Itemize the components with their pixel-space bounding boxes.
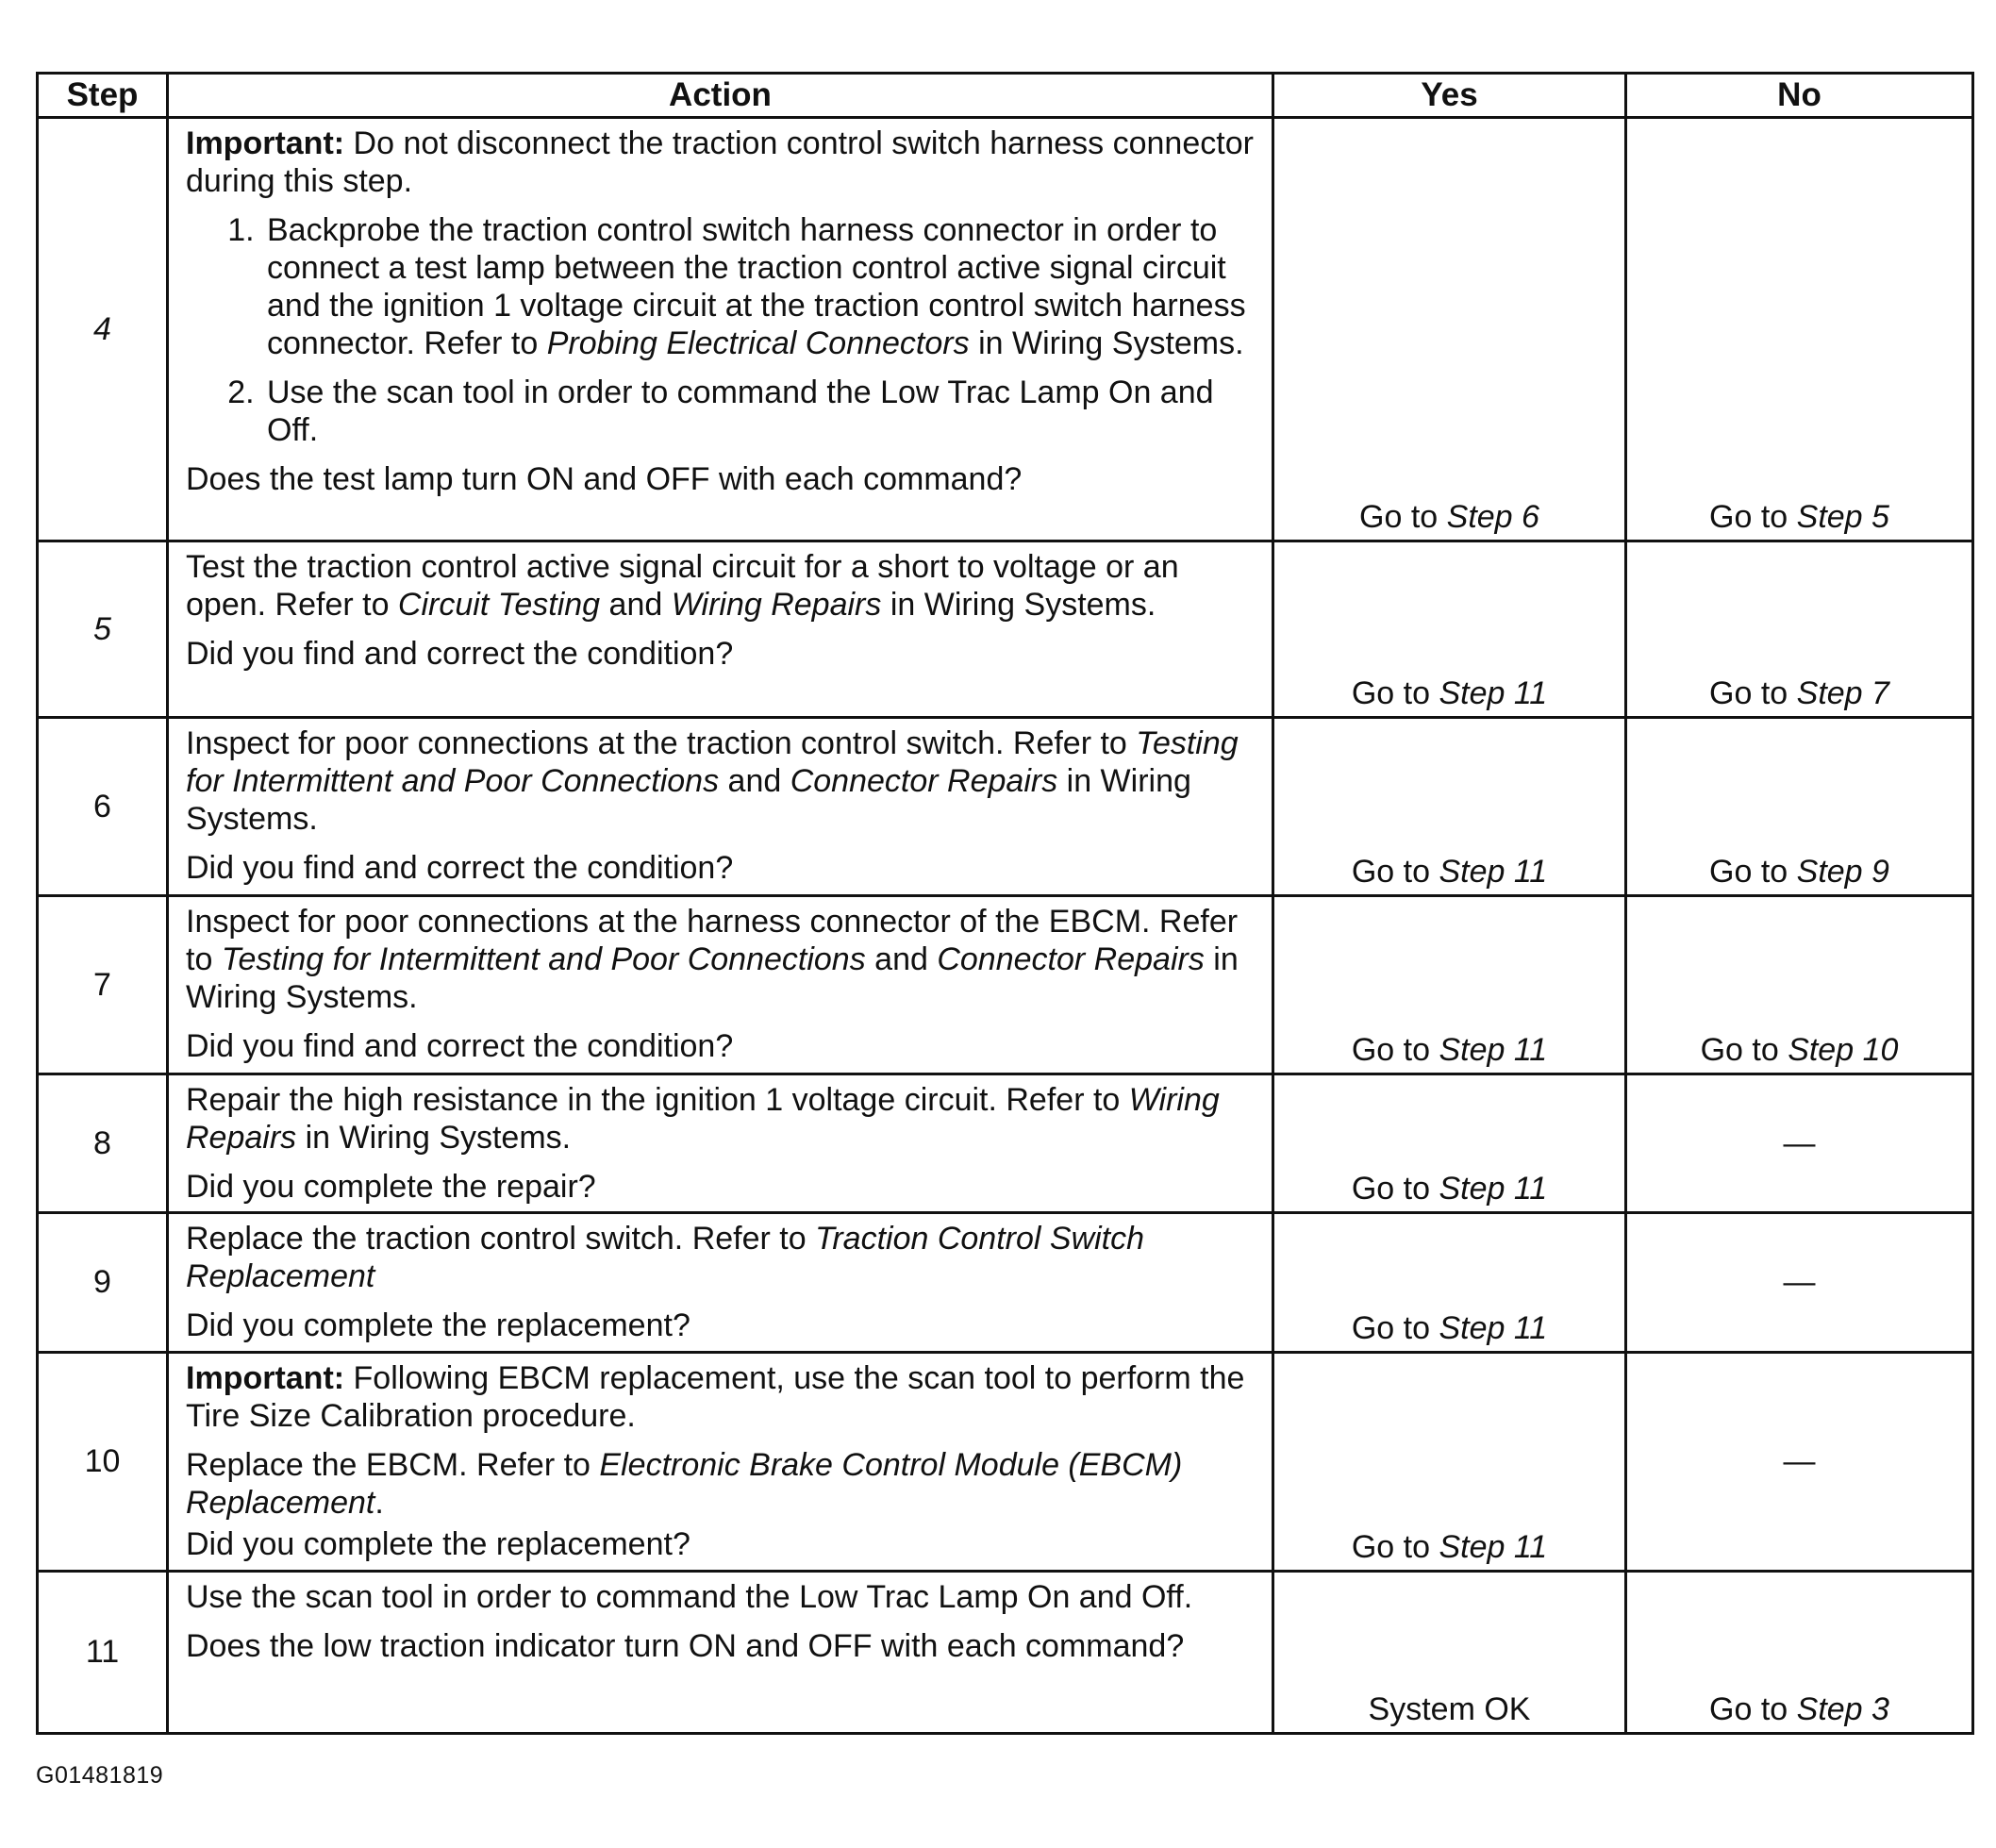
reference-link[interactable]: Wiring Repairs xyxy=(671,587,882,623)
text-span: in Wiring Systems. xyxy=(186,763,1191,837)
question-text: Did you complete the repair? xyxy=(186,1169,596,1205)
question-text: Does the low traction indicator turn ON and OFF with each command? xyxy=(186,1628,1185,1664)
step-number: 5 xyxy=(38,541,168,718)
header-no: No xyxy=(1626,74,1973,118)
instruction-text xyxy=(186,1446,1258,1522)
step-link[interactable]: Step 10 xyxy=(1788,1032,1899,1068)
step-link[interactable]: Step 11 xyxy=(1439,1310,1548,1346)
table-row xyxy=(38,1213,1973,1353)
table-header-row xyxy=(38,74,1973,118)
item-text: Backprobe the traction control switch harness connector in order to connect a test lamp between the traction control active signal circuit and the ignition 1 voltage circuit at the traction control switch harness connector. Refer to xyxy=(267,212,1246,361)
table-row xyxy=(38,118,1973,541)
header-yes: Yes xyxy=(1273,74,1626,118)
instruction-text xyxy=(186,903,1258,1016)
go-to-text: Go to xyxy=(1709,854,1797,890)
header-step: Step xyxy=(38,74,168,118)
no-cell: — xyxy=(1626,1353,1973,1572)
important-note xyxy=(186,1359,1258,1435)
no-cell: — xyxy=(1626,1213,1973,1353)
text-span: and xyxy=(719,763,790,799)
reference-link[interactable]: Testing for Intermittent and Poor Connections xyxy=(186,725,1239,799)
reference-link[interactable]: Testing for Intermittent and Poor Connections xyxy=(221,941,866,977)
step-number: 8 xyxy=(38,1074,168,1213)
step-number: 7 xyxy=(38,896,168,1074)
text-span: in Wiring Systems. xyxy=(296,1120,572,1156)
diagnostic-table xyxy=(36,72,1974,1735)
action-cell xyxy=(168,1353,1273,1572)
list-item xyxy=(263,374,1258,449)
go-to-text: Go to xyxy=(1351,1032,1439,1068)
important-text: Following EBCM replacement, use the scan tool to perform the Tire Size Calibration procedure. xyxy=(186,1360,1245,1434)
go-to-text: Go to xyxy=(1700,1032,1788,1068)
go-to-text: Go to xyxy=(1709,499,1797,535)
no-cell xyxy=(1626,541,1973,718)
important-label: Important: xyxy=(186,125,345,161)
action-cell xyxy=(168,541,1273,718)
action-cell xyxy=(168,1074,1273,1213)
text-span: Inspect for poor connections at the harness connector of the EBCM. Refer to xyxy=(186,904,1239,977)
step-link[interactable]: Step 9 xyxy=(1796,854,1889,890)
step-link[interactable]: Step 11 xyxy=(1439,854,1548,890)
reference-link[interactable]: Wiring Repairs xyxy=(186,1082,1220,1156)
question-text: Did you complete the replacement? xyxy=(186,1526,690,1562)
yes-cell xyxy=(1273,1353,1626,1572)
yes-cell xyxy=(1273,896,1626,1074)
go-to-text: Go to xyxy=(1351,1171,1439,1207)
no-cell xyxy=(1626,118,1973,541)
reference-link[interactable]: Connector Repairs xyxy=(937,941,1205,977)
item-text: Use the scan tool in order to command the Low Trac Lamp On and Off. xyxy=(267,375,1214,448)
step-number: 4 xyxy=(38,118,168,541)
action-cell xyxy=(168,1572,1273,1734)
no-cell xyxy=(1626,718,1973,896)
important-label: Important: xyxy=(186,1360,345,1396)
question-text: Did you find and correct the condition? xyxy=(186,1028,734,1064)
no-cell xyxy=(1626,896,1973,1074)
yes-cell xyxy=(1273,541,1626,718)
yes-cell xyxy=(1273,1074,1626,1213)
table-row xyxy=(38,718,1973,896)
step-link[interactable]: Step 3 xyxy=(1796,1691,1889,1727)
action-cell xyxy=(168,896,1273,1074)
reference-link[interactable]: Electronic Brake Control Module (EBCM) Replacement xyxy=(186,1447,1183,1521)
item-text: in Wiring Systems. xyxy=(969,325,1244,361)
reference-link[interactable]: Traction Control Switch Replacement xyxy=(186,1221,1145,1294)
table-row xyxy=(38,1572,1973,1734)
reference-link[interactable]: Circuit Testing xyxy=(397,587,601,623)
text-span: and xyxy=(600,587,672,623)
text-span: in Wiring Systems. xyxy=(881,587,1156,623)
go-to-text: Go to xyxy=(1709,1691,1797,1727)
step-number: 11 xyxy=(38,1572,168,1734)
text-span: Repair the high resistance in the ignition 1 voltage circuit. Refer to xyxy=(186,1082,1129,1118)
instruction-text xyxy=(186,1220,1258,1295)
text-span: Test the traction control active signal circuit for a short to voltage or an open. Refer to xyxy=(186,549,1179,623)
step-number: 9 xyxy=(38,1213,168,1353)
list-item xyxy=(263,211,1258,362)
step-link[interactable]: Step 11 xyxy=(1439,1529,1548,1565)
text-span: Inspect for poor connections at the traction control switch. Refer to xyxy=(186,725,1137,761)
no-cell: — xyxy=(1626,1074,1973,1213)
yes-cell: System OK xyxy=(1273,1572,1626,1734)
no-cell xyxy=(1626,1572,1973,1734)
go-to-text: Go to xyxy=(1359,499,1447,535)
procedure-list xyxy=(186,211,1258,449)
important-note xyxy=(186,125,1258,200)
text-span: and xyxy=(865,941,938,977)
text-span: Replace the traction control switch. Refer to xyxy=(186,1221,816,1257)
action-cell xyxy=(168,718,1273,896)
table-row xyxy=(38,1074,1973,1213)
instruction-text xyxy=(186,724,1258,838)
table-row xyxy=(38,1353,1973,1572)
instruction-text: Use the scan tool in order to command the Low Trac Lamp On and Off. xyxy=(186,1579,1193,1615)
step-link[interactable]: Step 7 xyxy=(1796,675,1889,711)
go-to-text: Go to xyxy=(1351,675,1439,711)
go-to-text: Go to xyxy=(1351,854,1439,890)
text-span: Replace the EBCM. Refer to xyxy=(186,1447,600,1483)
header-action: Action xyxy=(168,74,1273,118)
step-link[interactable]: Step 5 xyxy=(1796,499,1889,535)
question-text: Did you find and correct the condition? xyxy=(186,636,734,672)
question-text: Does the test lamp turn ON and OFF with each command? xyxy=(186,461,1023,497)
reference-link[interactable]: Connector Repairs xyxy=(790,763,1058,799)
important-text: Do not disconnect the traction control switch harness connector during this step. xyxy=(186,125,1254,199)
text-span: . xyxy=(374,1485,384,1521)
instruction-text xyxy=(186,548,1258,624)
go-to-text: Go to xyxy=(1709,675,1797,711)
yes-cell xyxy=(1273,1213,1626,1353)
step-link[interactable]: Step 11 xyxy=(1439,1171,1548,1207)
go-to-text: Go to xyxy=(1351,1529,1439,1565)
step-link[interactable]: Step 11 xyxy=(1439,675,1548,711)
question-text: Did you find and correct the condition? xyxy=(186,850,734,886)
text-span: in Wiring Systems. xyxy=(186,941,1239,1015)
step-link[interactable]: Step 11 xyxy=(1439,1032,1548,1068)
yes-cell xyxy=(1273,718,1626,896)
step-number: 6 xyxy=(38,718,168,896)
action-cell xyxy=(168,118,1273,541)
action-cell xyxy=(168,1213,1273,1353)
question-text: Did you complete the replacement? xyxy=(186,1307,690,1343)
instruction-text xyxy=(186,1081,1258,1157)
table-row xyxy=(38,896,1973,1074)
reference-link[interactable]: Probing Electrical Connectors xyxy=(546,325,970,361)
go-to-text: Go to xyxy=(1351,1310,1439,1346)
table-row xyxy=(38,541,1973,718)
figure-id: G01481819 xyxy=(36,1762,164,1789)
step-link[interactable]: Step 6 xyxy=(1446,499,1539,535)
yes-cell xyxy=(1273,118,1626,541)
step-number: 10 xyxy=(38,1353,168,1572)
